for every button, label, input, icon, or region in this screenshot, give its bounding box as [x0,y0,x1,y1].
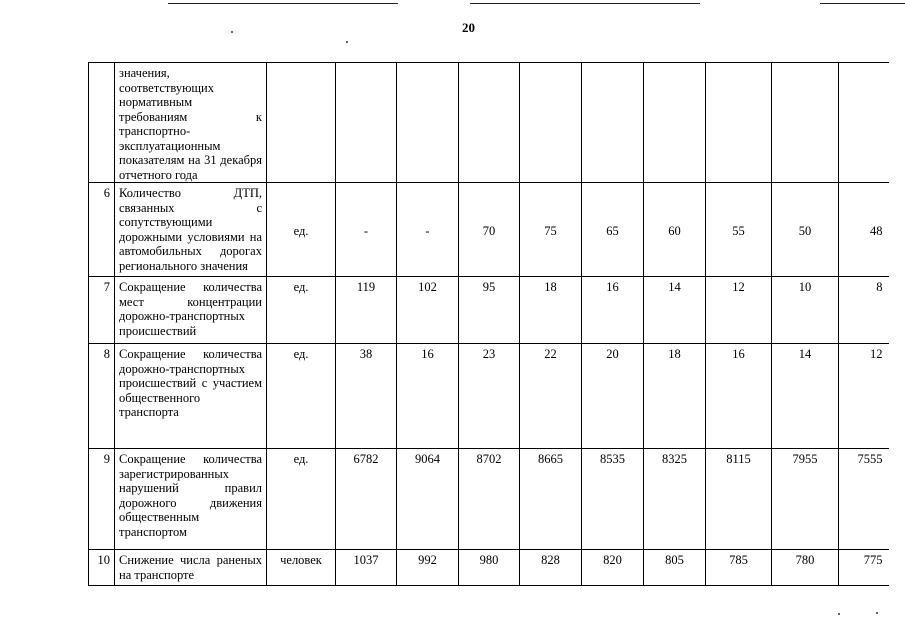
top-rule-right [470,3,700,4]
value-cell: 102 [397,277,459,344]
value-cell: 8 [839,277,889,344]
value-cell: 7955 [772,449,839,550]
unit-cell: ед. [267,449,336,550]
top-rule-far-right [820,3,905,4]
value-cell: 20 [582,344,644,449]
row-number: 7 [89,277,115,344]
value-cell: 6782 [336,449,397,550]
scan-speck [231,31,233,33]
table-row [89,277,889,344]
value-cell: 60 [644,183,706,277]
value-cell [706,63,772,183]
value-cell: 23 [459,344,520,449]
value-cell: 8702 [459,449,520,550]
value-cell: 50 [772,183,839,277]
row-label: Количество ДТП, связанных с сопутствующими дорожными условиями на автомобильных дорогах регионального значения [115,183,267,277]
row-number: 8 [89,344,115,449]
value-cell [397,63,459,183]
value-cell: 1037 [336,550,397,586]
value-cell: 820 [582,550,644,586]
value-cell: 65 [582,183,644,277]
value-cell [459,63,520,183]
value-cell: 8535 [582,449,644,550]
unit-cell: ед. [267,183,336,277]
row-number: 9 [89,449,115,550]
value-cell: 70 [459,183,520,277]
value-cell: 992 [397,550,459,586]
value-cell [582,63,644,183]
value-cell: 775 [839,550,889,586]
value-cell: 55 [706,183,772,277]
row-label: Сокращение количества мест концентрации дорожно-транспортных происшествий [115,277,267,344]
value-cell: - [397,183,459,277]
value-cell: 18 [644,344,706,449]
table-row [89,183,889,277]
unit-cell: человек [267,550,336,586]
value-cell: 18 [520,277,582,344]
value-cell: 16 [706,344,772,449]
table-row-continuation [89,63,889,183]
value-cell: 16 [397,344,459,449]
value-cell: 75 [520,183,582,277]
table-row [89,449,889,550]
value-cell: 119 [336,277,397,344]
value-cell: 828 [520,550,582,586]
scan-speck [838,613,840,615]
value-cell [644,63,706,183]
page-number: 20 [462,20,475,35]
value-cell: 10 [772,277,839,344]
top-rule-left [168,3,398,4]
scan-speck [876,612,878,614]
row-label: Снижение числа раненых на транспорте [115,550,267,586]
scan-speck [346,41,348,43]
unit-cell: ед. [267,277,336,344]
row-number: 10 [89,550,115,586]
row-label: значения, соответствующих нормативным требованиям к транспортно-эксплуатационным показателям на 31 декабря отчетного года [115,63,267,183]
value-cell: 805 [644,550,706,586]
value-cell: 7555 [839,449,889,550]
value-cell: 8325 [644,449,706,550]
value-cell: 8115 [706,449,772,550]
unit-cell: ед. [267,344,336,449]
value-cell: 14 [772,344,839,449]
value-cell [839,63,889,183]
value-cell: 8665 [520,449,582,550]
table-row [89,344,889,449]
value-cell [336,63,397,183]
table-row [89,550,889,586]
indicators-table [88,62,889,586]
value-cell: 95 [459,277,520,344]
value-cell: 14 [644,277,706,344]
value-cell: 785 [706,550,772,586]
row-label: Сокращение количества дорожно-транспортных происшествий с участием общественного транспорта [115,344,267,449]
value-cell: 38 [336,344,397,449]
unit-cell [267,63,336,183]
row-number: 6 [89,183,115,277]
row-number-cell [89,63,115,183]
value-cell: 48 [839,183,889,277]
row-label: Сокращение количества зарегистрированных нарушений правил дорожного движения общественным транспортом [115,449,267,550]
value-cell: 780 [772,550,839,586]
value-cell: 16 [582,277,644,344]
value-cell: 12 [706,277,772,344]
value-cell: 12 [839,344,889,449]
value-cell [520,63,582,183]
value-cell [772,63,839,183]
value-cell: - [336,183,397,277]
value-cell: 980 [459,550,520,586]
value-cell: 9064 [397,449,459,550]
value-cell: 22 [520,344,582,449]
